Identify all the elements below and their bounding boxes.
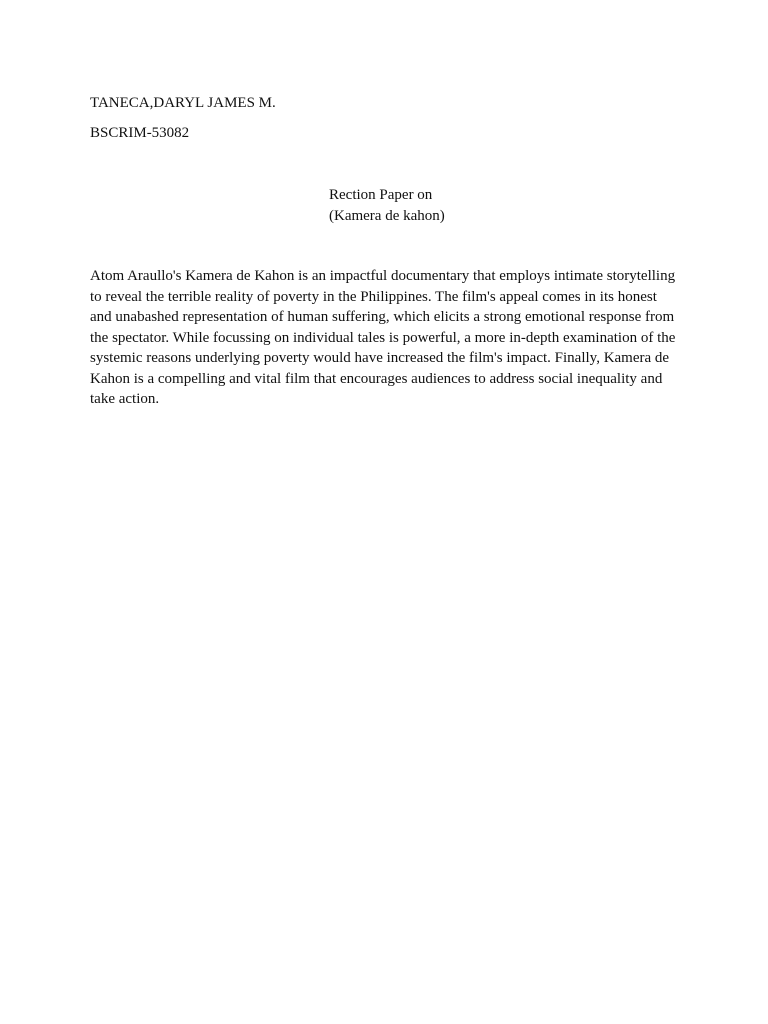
title-line-2: (Kamera de kahon): [329, 207, 445, 224]
author-name: TANECA,DARYL JAMES M.: [90, 95, 276, 111]
document-title: [329, 185, 445, 226]
course-code: BSCRIM-53082: [90, 125, 190, 141]
body-paragraph: Atom Araullo's Kamera de Kahon is an impactful documentary that employs intimate storytelling to reveal the terrible reality of poverty in the Philippines. The film's appeal comes in its honest and unabashed representation of human suffering, which elicits a strong emotional response from the spectator. While focussing on individual tales is powerful, a more in-depth examination of the systemic reasons underlying poverty would have increased the film's impact. Finally, Kamera de Kahon is a compelling and vital film that encourages audiences to address social inequality and take action.: [90, 268, 676, 407]
title-line-1: Rection Paper on: [329, 187, 433, 203]
